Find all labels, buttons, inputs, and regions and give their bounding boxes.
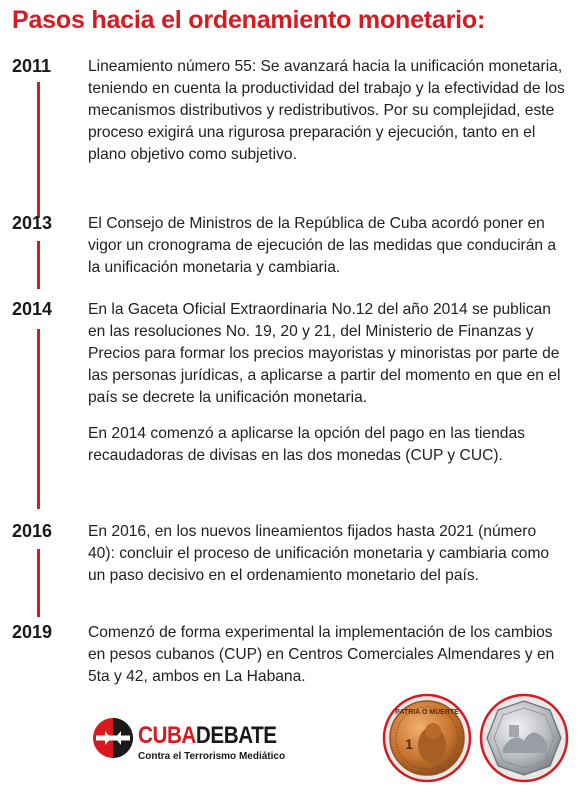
year-label: 2011 bbox=[12, 56, 52, 76]
silver-coin-icon bbox=[479, 693, 569, 783]
entry-paragraph: En la Gaceta Oficial Extraordinaria No.12 del año 2014 se publican en las resoluciones No. 19, 20 y 21, del Ministerio de Finanzas y Precios para formar los precios mayoristas y minoristas por parte de las personas jurídicas, a aplicarse a partir del momento en que en el país se decrete la unificación monetaria. bbox=[88, 301, 561, 406]
year-label: 2016 bbox=[12, 521, 53, 541]
timeline-line bbox=[37, 549, 40, 617]
year-label: 2013 bbox=[12, 213, 53, 233]
brand-tagline: Contra el Terrorismo Mediático bbox=[138, 751, 286, 762]
copper-coin-icon bbox=[382, 693, 472, 783]
brand-part-cuba: CUBA bbox=[138, 722, 196, 749]
timeline-line bbox=[37, 241, 40, 289]
entry-text bbox=[88, 521, 566, 587]
entry-text bbox=[88, 56, 566, 166]
timeline-line bbox=[37, 329, 40, 509]
coin-denomination: 1 bbox=[405, 736, 413, 752]
year-label: 2019 bbox=[12, 622, 53, 642]
timeline-line bbox=[37, 82, 40, 218]
cubadebate-emblem-icon bbox=[92, 717, 134, 759]
coin-inscription: PATRIA O MUERTE bbox=[395, 709, 459, 716]
entry-paragraph: Comenzó de forma experimental la implementación de los cambios en pesos cubanos (CUP) en Centros Comerciales Almendares y en 5ta y 42, ambos en La Habana. bbox=[88, 624, 555, 685]
entry-paragraph: El Consejo de Ministros de la República de Cuba acordó poner en vigor un cronograma de ejecución de las medidas que conducirán a la unificación monetaria y cambiaria. bbox=[88, 215, 557, 276]
page-title: Pasos hacia el ordenamiento monetario: bbox=[12, 6, 486, 34]
entry-text bbox=[88, 213, 566, 279]
entry-paragraph: En 2016, en los nuevos lineamientos fijados hasta 2021 (número 40): concluir el proceso de unificación monetaria y cambiaria como un paso decisivo en el ordenamiento monetario del país. bbox=[88, 523, 550, 584]
brand-part-debate: DEBATE bbox=[195, 722, 277, 749]
entry-text bbox=[88, 622, 566, 688]
entry-paragraph: En 2014 comenzó a aplicarse la opción del pago en las tiendas recaudadoras de divisas en las dos monedas (CUP y CUC). bbox=[88, 425, 525, 464]
cubadebate-logo bbox=[92, 717, 312, 767]
year-label: 2014 bbox=[12, 299, 53, 319]
brand-name bbox=[138, 723, 277, 749]
entry-text bbox=[88, 299, 566, 467]
entry-paragraph: Lineamiento número 55: Se avanzará hacia la unificación monetaria, teniendo en cuenta la productividad del trabajo y la efectividad de los mecanismos distributivos y redistributivos. Por su complejidad, este proceso exigirá una rigurosa preparación y ejecución, tanto en el plano objetivo como subjetivo. bbox=[88, 58, 565, 163]
